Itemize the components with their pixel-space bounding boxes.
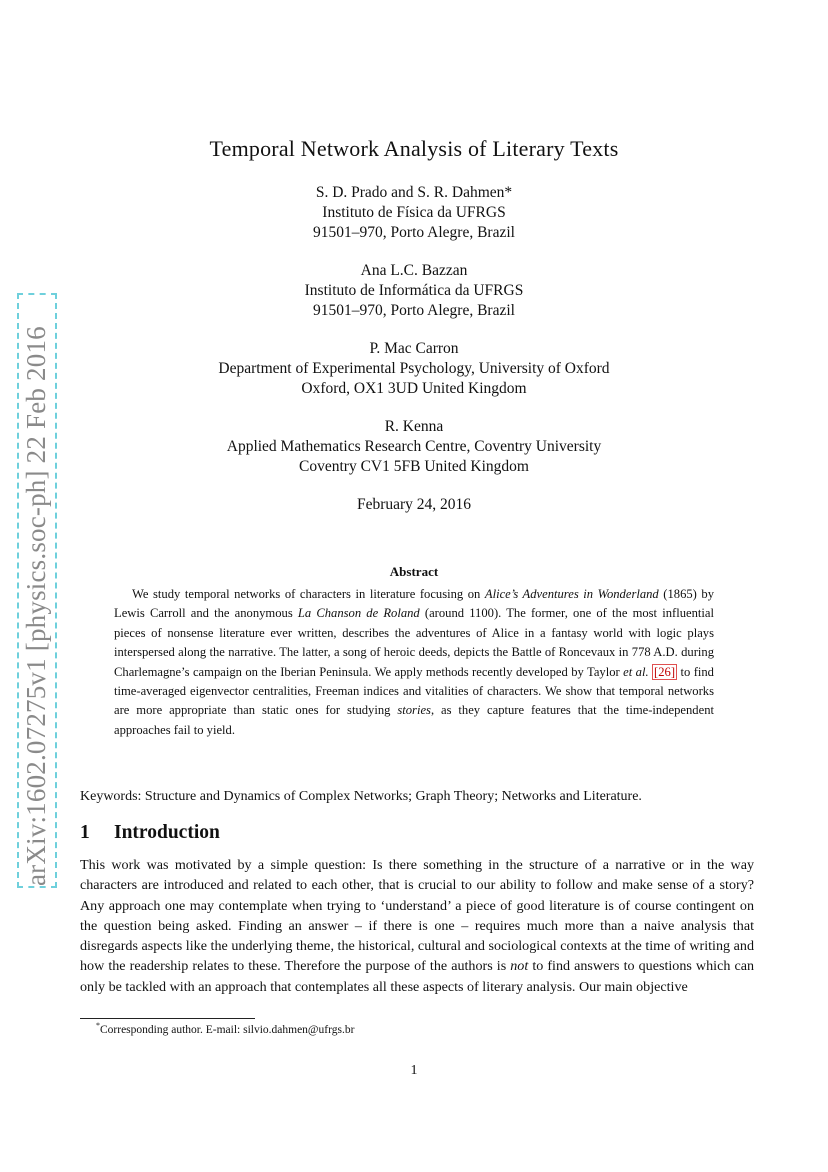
author-affiliation: Department of Experimental Psychology, University of Oxford xyxy=(218,360,610,377)
abstract-text: (1865) by Lewis Carroll and the anonymous xyxy=(114,587,714,621)
abstract-text: We study temporal networks of characters in literature focusing on xyxy=(132,587,485,601)
abstract-emphasis: Alice’s Adventures in Wonderland xyxy=(484,587,659,601)
body-emphasis: not xyxy=(510,958,529,975)
page-number: 1 xyxy=(410,1063,418,1078)
section-title: Introduction xyxy=(114,822,220,843)
author-affiliation: Applied Mathematics Research Centre, Coventry University xyxy=(226,438,602,455)
author-block-mac-carron xyxy=(0,339,828,399)
author-affiliation: Instituto de Física da UFRGS xyxy=(322,204,506,221)
abstract-body xyxy=(114,585,714,740)
citation-link[interactable]: [26] xyxy=(654,664,676,679)
footnote-divider xyxy=(80,1018,255,1019)
author-address: Oxford, OX1 3UD United Kingdom xyxy=(301,380,527,397)
author-block-bazzan xyxy=(0,261,828,321)
abstract-emphasis: La Chanson de Roland xyxy=(297,606,420,621)
author-block-kenna xyxy=(0,417,828,477)
paper-title: Temporal Network Analysis of Literary Texts xyxy=(209,136,619,161)
section-heading xyxy=(80,822,220,844)
author-names: R. Kenna xyxy=(384,418,444,435)
author-block-prado-dahmen xyxy=(0,183,828,243)
author-affiliation: Instituto de Informática da UFRGS xyxy=(304,282,524,299)
body-text: to find answers to questions which can only be tackled with an approach that contemplates all these aspects of literary analysis. Our main objective xyxy=(80,958,754,995)
author-address: 91501–970, Porto Alegre, Brazil xyxy=(313,302,515,319)
keywords: Keywords: Structure and Dynamics of Complex Networks; Graph Theory; Networks and Literature. xyxy=(80,789,642,804)
abstract-emphasis: et al. xyxy=(623,664,649,679)
abstract-text: (around 1100). The former, one of the most influential pieces of nonsense literature ever written, describes the adventures of Alice in a fantasy world with logic plays interspersed along the narrative. The latter, a song of heroic deeds, depicts the Battle of Roncevaux in 778 A.D. during Charlemagne’s campaign on the Iberian Peninsula. We apply methods recently developed by Taylor xyxy=(114,606,714,679)
abstract-heading: Abstract xyxy=(389,564,439,579)
abstract-text: to find time-averaged eigenvector centralities, Freeman indices and vitalities of characters. We show that temporal networks are more appropriate than static ones for studying xyxy=(114,664,714,718)
abstract-text: , as they capture features that the time-independent approaches fail to yield. xyxy=(114,703,714,737)
author-address: Coventry CV1 5FB United Kingdom xyxy=(299,458,529,475)
footnote-mark: * xyxy=(96,1021,100,1030)
publication-date: February 24, 2016 xyxy=(356,496,472,513)
author-list xyxy=(0,183,828,515)
introduction-paragraph xyxy=(80,855,754,997)
arxiv-identifier[interactable]: arXiv:1602.07275v1 [physics.soc-ph] 22 Feb 2016 xyxy=(21,326,51,886)
author-names: P. Mac Carron xyxy=(369,340,459,357)
abstract-emphasis: stories xyxy=(397,703,431,718)
footnote xyxy=(96,1021,354,1036)
footnote-text: Corresponding author. E-mail: silvio.dahmen@ufrgs.br xyxy=(100,1023,355,1036)
author-names: S. D. Prado and S. R. Dahmen* xyxy=(315,184,513,201)
author-address: 91501–970, Porto Alegre, Brazil xyxy=(313,224,515,241)
section-number: 1 xyxy=(80,822,90,843)
body-text: This work was motivated by a simple question: Is there something in the structure of a narrative or in the way characters are introduced and related to each other, that is crucial to our ability to follow and make sense of a story? Any approach one may contemplate when trying to ‘understand’ a piece of good literature is of course contingent on the question being asked. Finding an answer – if there is one – requires much more than a naive analysis that disregards aspects like the underlying theme, the historical, cultural and sociological contexts at the time of writing and how the readership relates to these. Therefore the purpose of the authors is xyxy=(80,857,754,975)
author-names: Ana L.C. Bazzan xyxy=(360,262,468,279)
